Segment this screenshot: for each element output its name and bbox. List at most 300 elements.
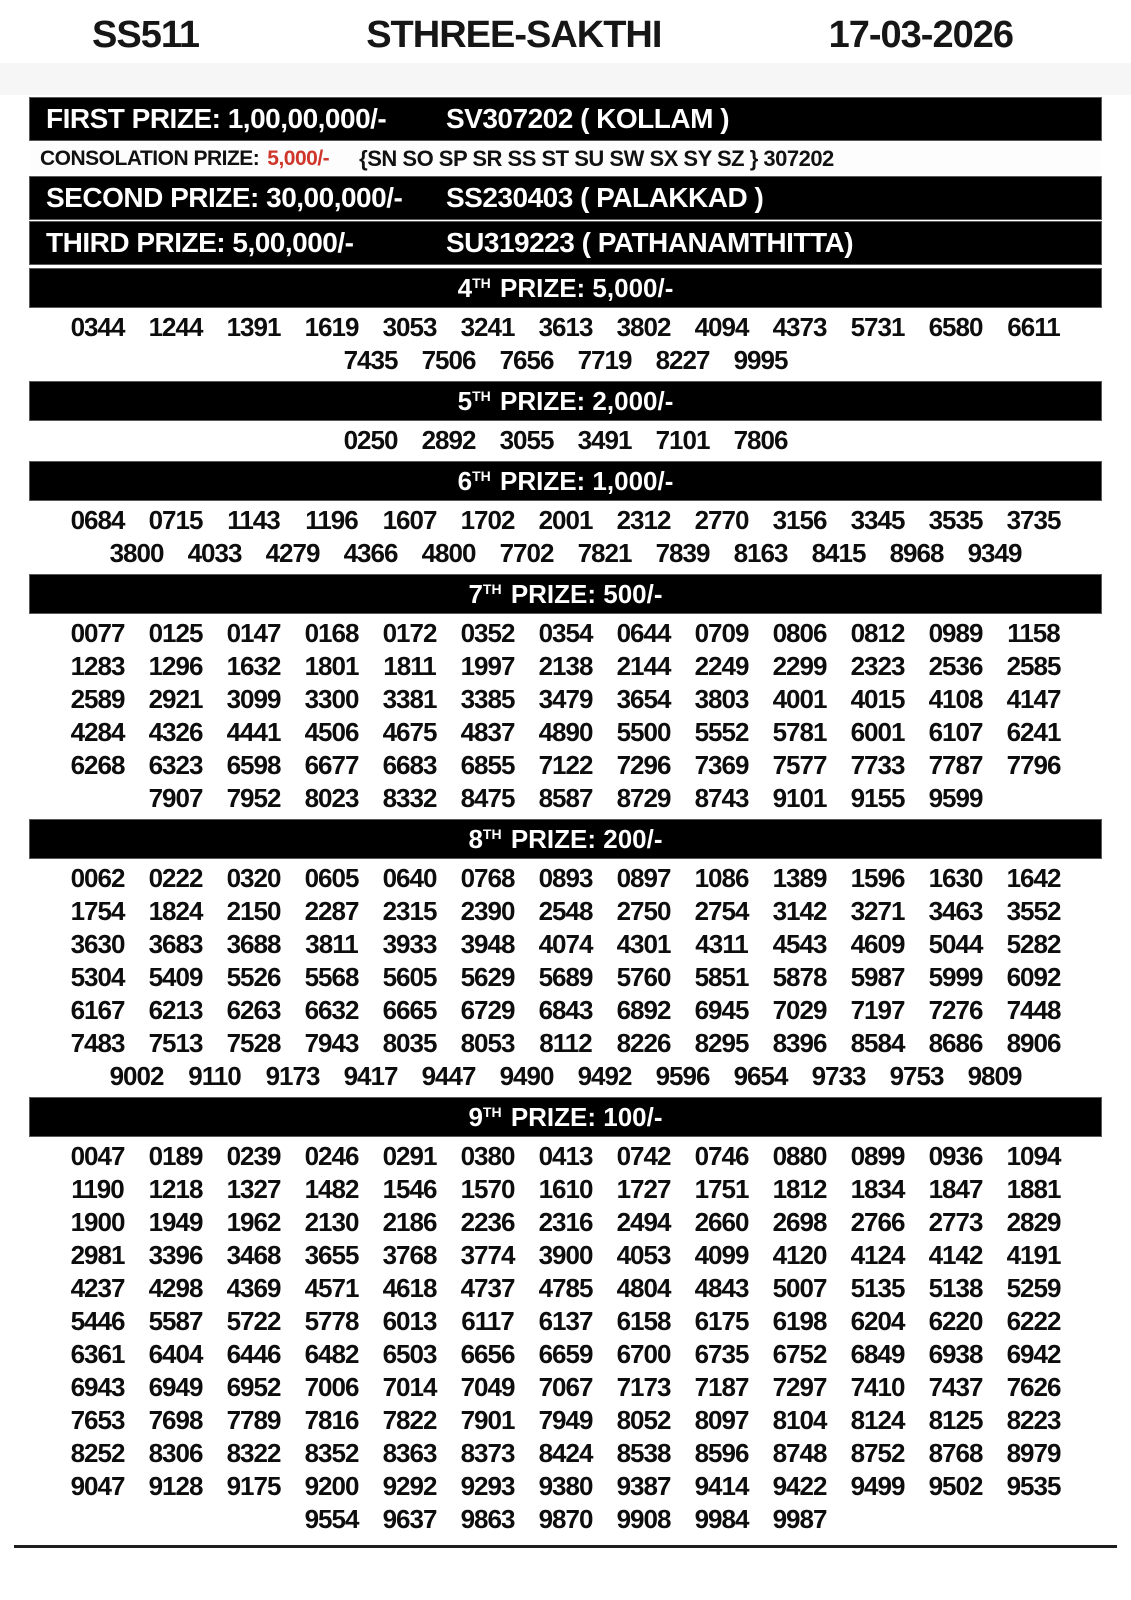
prize-number: 5778 <box>304 1306 359 1336</box>
prize-number: 6598 <box>226 750 281 780</box>
prize-number: 9380 <box>538 1471 593 1501</box>
prize-number: 1389 <box>772 863 827 893</box>
prize-section-title: 6TH PRIZE: 1,000/- <box>457 465 674 496</box>
prize-number: 0768 <box>460 863 515 893</box>
prize-number: 6677 <box>304 750 359 780</box>
prize-number: 7049 <box>460 1372 515 1402</box>
prize-number: 9984 <box>694 1504 749 1534</box>
prize-number: 1391 <box>226 312 281 342</box>
prize-number: 6137 <box>538 1306 593 1336</box>
prize-number: 3802 <box>616 312 671 342</box>
prize-number: 0746 <box>694 1141 749 1171</box>
prize-number: 1190 <box>71 1174 124 1204</box>
prize-number: 8768 <box>928 1438 983 1468</box>
prize-number: 5629 <box>460 962 515 992</box>
prize-number: 6117 <box>461 1306 514 1336</box>
prize-number: 8252 <box>70 1438 125 1468</box>
prize-number: 4015 <box>850 684 905 714</box>
prize-number: 4737 <box>460 1273 515 1303</box>
prize-number: 2548 <box>538 896 593 926</box>
prize-number: 4441 <box>226 717 281 747</box>
prize-number: 3933 <box>382 929 437 959</box>
prize-number: 8223 <box>1006 1405 1061 1435</box>
prize-number: 4108 <box>928 684 983 714</box>
prize-number: 9599 <box>928 783 983 813</box>
prize-number: 8227 <box>655 345 710 375</box>
prize-number: 6361 <box>70 1339 125 1369</box>
prize-number: 8968 <box>889 538 944 568</box>
prize-number: 8363 <box>382 1438 437 1468</box>
prize-number: 4147 <box>1006 684 1061 714</box>
prize-number: 6222 <box>1006 1306 1061 1336</box>
prize-number: 7506 <box>421 345 476 375</box>
prize-number: 6482 <box>304 1339 359 1369</box>
prize-number: 3688 <box>226 929 281 959</box>
prize-number: 0880 <box>772 1141 827 1171</box>
prize-number: 6849 <box>850 1339 905 1369</box>
prize-number: 0899 <box>850 1141 905 1171</box>
prize-number: 6843 <box>538 995 593 1025</box>
prize-number: 0684 <box>70 505 125 535</box>
prize-number: 0893 <box>538 863 593 893</box>
prize-section <box>0 382 1131 457</box>
prize-number: 4120 <box>772 1240 827 1270</box>
prize-number: 4301 <box>616 929 671 959</box>
prize-number: 3156 <box>772 505 827 535</box>
prize-number: 9863 <box>460 1504 515 1534</box>
prize-number: 9293 <box>460 1471 515 1501</box>
prize-number: 8424 <box>538 1438 593 1468</box>
prize-number: 8332 <box>382 783 437 813</box>
prize-number: 9492 <box>577 1061 632 1091</box>
prize-number: 0709 <box>694 618 749 648</box>
prize-section <box>0 462 1131 570</box>
prize-number: 7029 <box>772 995 827 1025</box>
first-prize-label: FIRST PRIZE: 1,00,00,000/- <box>46 103 387 134</box>
prize-number: 6945 <box>694 995 749 1025</box>
prize-number: 9128 <box>148 1471 203 1501</box>
prize-number: 9047 <box>70 1471 125 1501</box>
prize-number: 0147 <box>226 618 281 648</box>
second-prize-bar <box>30 177 1101 219</box>
prize-number: 6220 <box>928 1306 983 1336</box>
prize-number: 8097 <box>694 1405 749 1435</box>
header-divider-band <box>0 63 1131 95</box>
prize-number: 1847 <box>928 1174 983 1204</box>
prize-number: 9101 <box>772 783 827 813</box>
prize-number: 4785 <box>538 1273 593 1303</box>
prize-number: 0062 <box>70 863 125 893</box>
prize-number: 4094 <box>694 312 749 342</box>
prize-number: 2236 <box>460 1207 515 1237</box>
prize-number: 3345 <box>850 505 905 535</box>
prize-number: 6683 <box>382 750 437 780</box>
prize-number: 8295 <box>694 1028 749 1058</box>
prize-number: 2698 <box>772 1207 827 1237</box>
prize-number: 1086 <box>694 863 749 893</box>
prize-number: 2315 <box>382 896 437 926</box>
prize-number: 1482 <box>304 1174 359 1204</box>
prize-number: 5605 <box>382 962 437 992</box>
prize-number: 8979 <box>1006 1438 1061 1468</box>
prize-number: 7816 <box>304 1405 359 1435</box>
result-header <box>0 0 1131 61</box>
prize-number: 3535 <box>928 505 983 535</box>
prize-number: 0222 <box>148 863 203 893</box>
prize-number: 4543 <box>772 929 827 959</box>
prize-number: 6241 <box>1006 717 1061 747</box>
prize-number: 7528 <box>226 1028 281 1058</box>
prize-number: 8112 <box>539 1028 592 1058</box>
prize-number: 2829 <box>1006 1207 1061 1237</box>
prize-number: 7907 <box>148 783 203 813</box>
prize-number: 2536 <box>928 651 983 681</box>
prize-number: 9554 <box>304 1504 359 1534</box>
prize-number: 3654 <box>616 684 671 714</box>
prize-number: 4001 <box>772 684 827 714</box>
prize-number: 6268 <box>70 750 125 780</box>
prize-number: 3396 <box>148 1240 203 1270</box>
prize-number: 6446 <box>226 1339 281 1369</box>
prize-number: 7187 <box>694 1372 749 1402</box>
prize-number: 9349 <box>967 538 1022 568</box>
prize-number: 0077 <box>70 618 125 648</box>
prize-number: 8322 <box>226 1438 281 1468</box>
prize-number: 4571 <box>304 1273 359 1303</box>
prize-number: 4804 <box>616 1273 671 1303</box>
prize-number: 9908 <box>616 1504 671 1534</box>
winning-numbers-grid <box>0 503 1131 570</box>
prize-number: 7410 <box>850 1372 905 1402</box>
prize-number: 4053 <box>616 1240 671 1270</box>
prize-number: 0344 <box>70 312 125 342</box>
prize-number: 6107 <box>928 717 983 747</box>
prize-number: 8396 <box>772 1028 827 1058</box>
prize-number: 9753 <box>889 1061 944 1091</box>
prize-number: 2130 <box>304 1207 359 1237</box>
prize-number: 4675 <box>382 717 437 747</box>
prize-section <box>0 269 1131 377</box>
prize-number: 3468 <box>226 1240 281 1270</box>
prize-number: 8163 <box>733 538 788 568</box>
prize-number: 1824 <box>148 896 203 926</box>
prize-section <box>0 820 1131 1093</box>
prize-number: 0640 <box>382 863 437 893</box>
prize-number: 9499 <box>850 1471 905 1501</box>
prize-number: 3774 <box>460 1240 515 1270</box>
prize-number: 3655 <box>304 1240 359 1270</box>
prize-number: 4279 <box>265 538 320 568</box>
prize-number: 3552 <box>1006 896 1061 926</box>
prize-number: 9173 <box>265 1061 320 1091</box>
prize-number: 3803 <box>694 684 749 714</box>
prize-number: 2138 <box>538 651 593 681</box>
prize-number: 7435 <box>343 345 398 375</box>
prize-number: 1900 <box>70 1207 125 1237</box>
prize-number: 7822 <box>382 1405 437 1435</box>
prize-number: 8748 <box>772 1438 827 1468</box>
prize-number: 5987 <box>850 962 905 992</box>
prize-number: 0320 <box>226 863 281 893</box>
prize-number: 1546 <box>382 1174 437 1204</box>
prize-number: 3271 <box>850 896 905 926</box>
prize-number: 9809 <box>967 1061 1022 1091</box>
third-prize-label: THIRD PRIZE: 5,00,000/- <box>46 227 354 258</box>
prize-number: 6752 <box>772 1339 827 1369</box>
prize-number: 7173 <box>616 1372 671 1402</box>
prize-number: 4124 <box>850 1240 905 1270</box>
prize-number: 2770 <box>694 505 749 535</box>
prize-number: 1751 <box>694 1174 749 1204</box>
third-prize-winner: SU319223 ( PATHANAMTHITTA) <box>446 227 854 258</box>
prize-number: 9535 <box>1006 1471 1061 1501</box>
prize-number: 7698 <box>148 1405 203 1435</box>
prize-number: 9654 <box>733 1061 788 1091</box>
prize-number: 9417 <box>343 1061 398 1091</box>
prize-number: 5409 <box>148 962 203 992</box>
prize-section-title: 4TH PRIZE: 5,000/- <box>457 272 674 303</box>
prize-number: 6013 <box>382 1306 437 1336</box>
prize-number: 6729 <box>460 995 515 1025</box>
prize-number: 2585 <box>1006 651 1061 681</box>
prize-number: 8352 <box>304 1438 359 1468</box>
prize-number: 3463 <box>928 896 983 926</box>
prize-number: 0354 <box>538 618 593 648</box>
prize-number: 4191 <box>1006 1240 1061 1270</box>
winning-numbers-grid <box>0 1139 1131 1536</box>
prize-number: 3491 <box>577 425 632 455</box>
prize-number: 4298 <box>148 1273 203 1303</box>
prize-section-title-bar <box>30 462 1101 500</box>
prize-number: 5878 <box>772 962 827 992</box>
prize-number: 7821 <box>577 538 632 568</box>
prize-number: 7101 <box>655 425 710 455</box>
prize-number: 9987 <box>772 1504 827 1534</box>
prize-number: 7952 <box>226 783 281 813</box>
prize-number: 1196 <box>305 505 358 535</box>
prize-number: 4326 <box>148 717 203 747</box>
prize-number: 7483 <box>70 1028 125 1058</box>
prize-number: 7806 <box>733 425 788 455</box>
prize-number: 0239 <box>226 1141 281 1171</box>
prize-number: 0644 <box>616 618 671 648</box>
prize-number: 8035 <box>382 1028 437 1058</box>
prize-number: 8906 <box>1006 1028 1061 1058</box>
prize-number: 8125 <box>928 1405 983 1435</box>
prize-number: 3800 <box>109 538 164 568</box>
prize-number: 0806 <box>772 618 827 648</box>
prize-number: 3630 <box>70 929 125 959</box>
prize-number: 8226 <box>616 1028 671 1058</box>
prize-number: 7949 <box>538 1405 593 1435</box>
prize-section-title: 7TH PRIZE: 500/- <box>468 578 663 609</box>
prize-number: 4142 <box>928 1240 983 1270</box>
prize-number: 1801 <box>304 651 359 681</box>
prize-number: 1094 <box>1006 1141 1061 1171</box>
prize-number: 3381 <box>382 684 437 714</box>
prize-number: 3055 <box>499 425 554 455</box>
prize-number: 0172 <box>382 618 437 648</box>
prize-number: 9292 <box>382 1471 437 1501</box>
prize-number: 4074 <box>538 929 593 959</box>
prize-number: 6263 <box>226 995 281 1025</box>
draw-code: SS511 <box>92 14 199 56</box>
winning-numbers-grid <box>0 861 1131 1093</box>
prize-number: 2754 <box>694 896 749 926</box>
prize-number: 8587 <box>538 783 593 813</box>
prize-number: 2390 <box>460 896 515 926</box>
prize-number: 6001 <box>850 717 905 747</box>
prize-number: 7067 <box>538 1372 593 1402</box>
prize-number: 0413 <box>538 1141 593 1171</box>
prize-section-title-bar <box>30 820 1101 858</box>
prize-number: 1834 <box>850 1174 905 1204</box>
prize-number: 2750 <box>616 896 671 926</box>
prize-number: 4099 <box>694 1240 749 1270</box>
prize-number: 9490 <box>499 1061 554 1091</box>
third-prize-bar <box>30 222 1101 264</box>
prize-number: 0352 <box>460 618 515 648</box>
prize-number: 9447 <box>421 1061 476 1091</box>
prize-section-title-bar <box>30 575 1101 613</box>
prize-number: 9002 <box>109 1061 164 1091</box>
prize-number: 2150 <box>226 896 281 926</box>
prize-number: 9502 <box>928 1471 983 1501</box>
prize-number: 3479 <box>538 684 593 714</box>
prize-number: 4237 <box>70 1273 125 1303</box>
prize-number: 5135 <box>850 1273 905 1303</box>
prize-number: 0989 <box>928 618 983 648</box>
prize-number: 1607 <box>382 505 437 535</box>
prize-number: 1218 <box>148 1174 203 1204</box>
prize-number: 9414 <box>694 1471 749 1501</box>
prize-number: 1754 <box>70 896 125 926</box>
prize-number: 2981 <box>70 1240 125 1270</box>
prize-number: 2001 <box>538 505 593 535</box>
prize-number: 4837 <box>460 717 515 747</box>
prize-number: 7448 <box>1006 995 1061 1025</box>
prize-number: 8584 <box>850 1028 905 1058</box>
prize-number: 5138 <box>928 1273 983 1303</box>
prize-number: 0189 <box>148 1141 203 1171</box>
prize-number: 4366 <box>343 538 398 568</box>
prize-number: 2660 <box>694 1207 749 1237</box>
prize-number: 1997 <box>460 651 515 681</box>
prize-number: 7901 <box>460 1405 515 1435</box>
prize-number: 1642 <box>1006 863 1061 893</box>
prize-number: 6942 <box>1006 1339 1061 1369</box>
prize-section-title-bar <box>30 1098 1101 1136</box>
prize-number: 3142 <box>772 896 827 926</box>
prize-number: 2494 <box>616 1207 671 1237</box>
prize-number: 6735 <box>694 1339 749 1369</box>
prize-number: 6213 <box>148 995 203 1025</box>
winning-numbers-grid <box>0 310 1131 377</box>
prize-number: 2316 <box>538 1207 593 1237</box>
prize-number: 8596 <box>694 1438 749 1468</box>
prize-number: 6665 <box>382 995 437 1025</box>
prize-number: 8729 <box>616 783 671 813</box>
prize-section <box>0 1098 1131 1536</box>
prize-number: 4618 <box>382 1273 437 1303</box>
prize-sections <box>0 269 1131 1536</box>
prize-number: 1811 <box>383 651 436 681</box>
prize-number: 1296 <box>148 651 203 681</box>
prize-number: 8475 <box>460 783 515 813</box>
prize-number: 4284 <box>70 717 125 747</box>
prize-number: 7369 <box>694 750 749 780</box>
prize-number: 9387 <box>616 1471 671 1501</box>
prize-number: 2589 <box>70 684 125 714</box>
prize-number: 2773 <box>928 1207 983 1237</box>
second-prize-label: SECOND PRIZE: 30,00,000/- <box>46 182 403 213</box>
prize-section-title-bar <box>30 269 1101 307</box>
prize-number: 5999 <box>928 962 983 992</box>
prize-number: 7006 <box>304 1372 359 1402</box>
prize-number: 7653 <box>70 1405 125 1435</box>
prize-number: 7276 <box>928 995 983 1025</box>
prize-number: 3613 <box>538 312 593 342</box>
prize-number: 7787 <box>928 750 983 780</box>
first-prize-winner: SV307202 ( KOLLAM ) <box>446 103 730 134</box>
prize-number: 3735 <box>1006 505 1061 535</box>
prize-number: 2249 <box>694 651 749 681</box>
prize-number: 6092 <box>1006 962 1061 992</box>
prize-number: 0250 <box>343 425 398 455</box>
prize-number: 7513 <box>148 1028 203 1058</box>
prize-number: 6943 <box>70 1372 125 1402</box>
prize-number: 7943 <box>304 1028 359 1058</box>
draw-date: 17-03-2026 <box>828 14 1013 56</box>
prize-number: 7577 <box>772 750 827 780</box>
prize-number: 0380 <box>460 1141 515 1171</box>
prize-number: 4800 <box>421 538 476 568</box>
prize-number: 1283 <box>70 651 125 681</box>
second-prize-winner: SS230403 ( PALAKKAD ) <box>446 182 764 213</box>
prize-number: 4843 <box>694 1273 749 1303</box>
prize-number: 7796 <box>1006 750 1061 780</box>
prize-number: 2312 <box>616 505 671 535</box>
prize-number: 1327 <box>226 1174 281 1204</box>
prize-number: 2186 <box>382 1207 437 1237</box>
prize-number: 7014 <box>382 1372 437 1402</box>
prize-section-title: 8TH PRIZE: 200/- <box>468 823 663 854</box>
prize-number: 2892 <box>421 425 476 455</box>
prize-number: 5044 <box>928 929 983 959</box>
prize-number: 3385 <box>460 684 515 714</box>
prize-number: 7719 <box>577 345 632 375</box>
prize-number: 0125 <box>148 618 203 648</box>
prize-number: 4609 <box>850 929 905 959</box>
prize-number: 5526 <box>226 962 281 992</box>
prize-number: 2287 <box>304 896 359 926</box>
prize-number: 7437 <box>928 1372 983 1402</box>
prize-number: 0936 <box>928 1141 983 1171</box>
prize-number: 6204 <box>850 1306 905 1336</box>
prize-number: 2144 <box>616 651 671 681</box>
prize-number: 0715 <box>148 505 203 535</box>
prize-number: 8124 <box>850 1405 905 1435</box>
prize-number: 6938 <box>928 1339 983 1369</box>
prize-number: 0047 <box>70 1141 125 1171</box>
prize-number: 8052 <box>616 1405 671 1435</box>
prize-number: 1143 <box>227 505 280 535</box>
prize-number: 7197 <box>850 995 905 1025</box>
prize-number: 8415 <box>811 538 866 568</box>
prize-section-title: 9TH PRIZE: 100/- <box>468 1101 663 1132</box>
prize-number: 8752 <box>850 1438 905 1468</box>
prize-number: 1881 <box>1006 1174 1061 1204</box>
